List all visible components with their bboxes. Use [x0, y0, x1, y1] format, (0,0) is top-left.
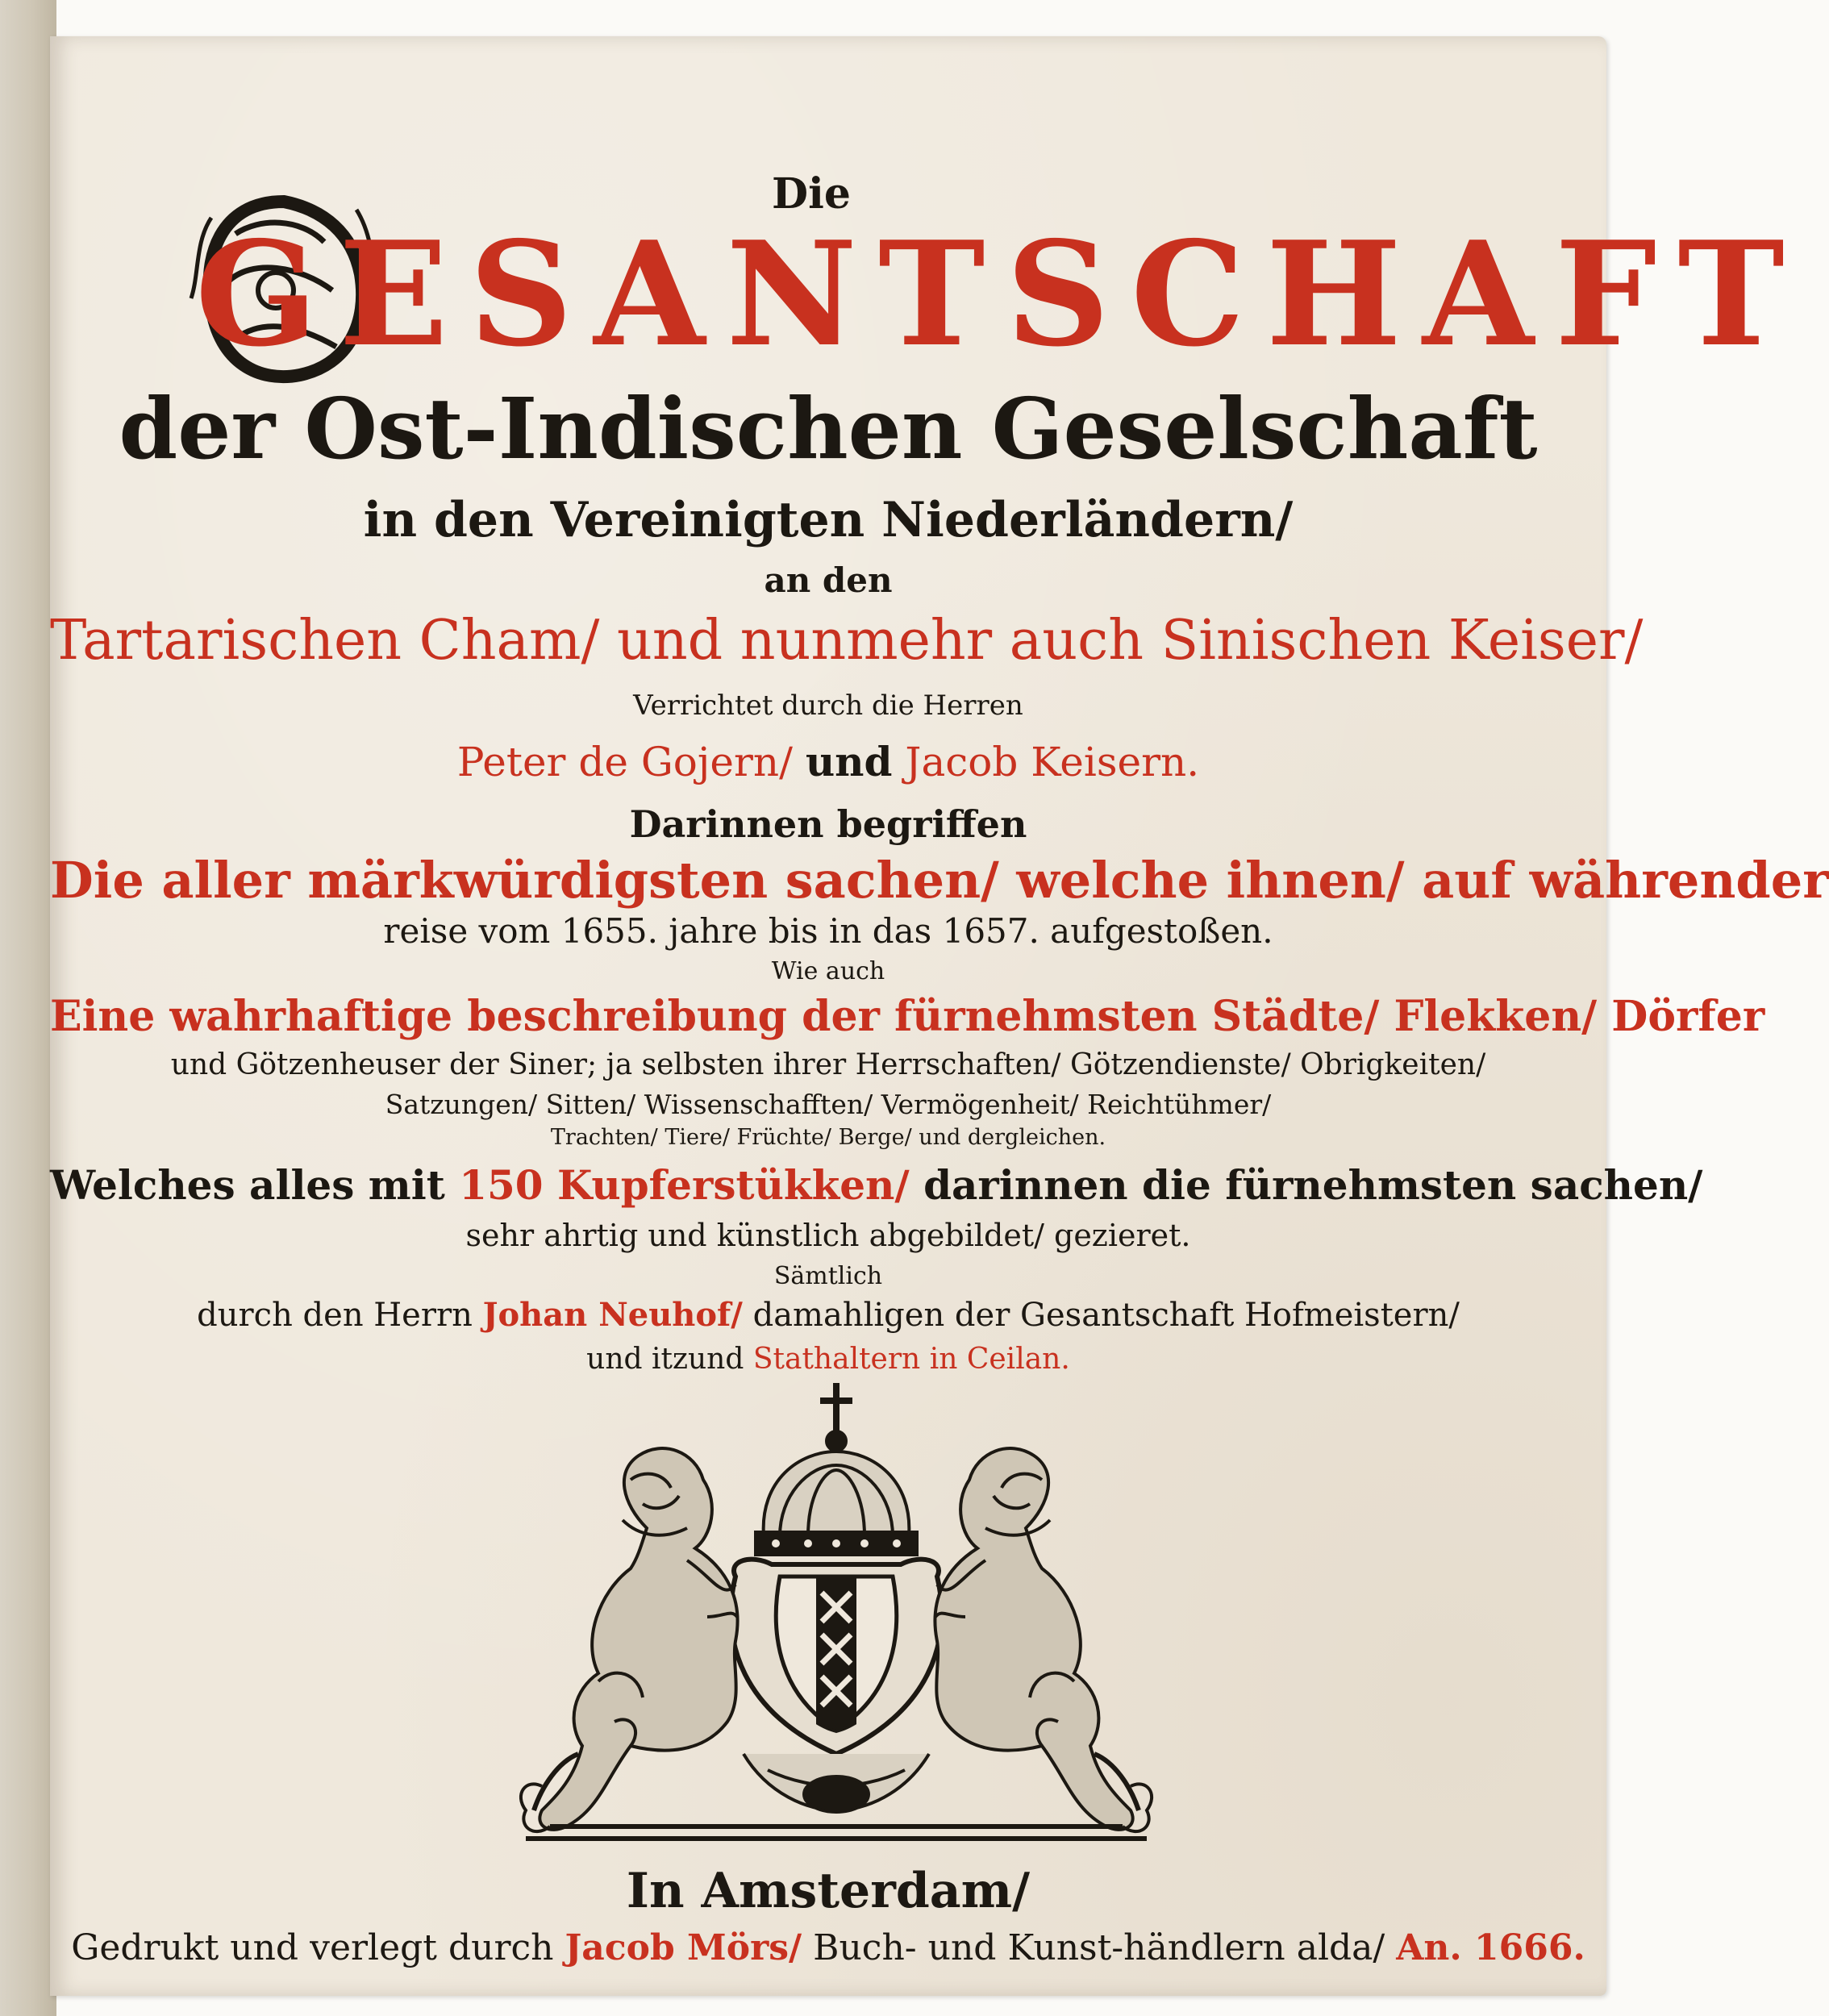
- title-gesantschaft: GESANTSCHAFT: [195, 210, 1806, 378]
- subtitle-eine: Eine wahrhaftige beschreibung der fürnehmsten Städte/ Flekken/ Dörfer: [50, 992, 1765, 1041]
- subtitle-aller: Die aller märkwürdigsten sachen/ welche ihnen/ auf währender: [50, 851, 1829, 910]
- title-an-den: an den: [764, 560, 893, 600]
- subtitle-darinnen: Darinnen begriffen: [629, 802, 1027, 846]
- subtitle-herrn: durch den Herrn Johan Neuhof/ damahligen der Gesantschaft Hofmeistern/: [197, 1296, 1460, 1334]
- subtitle-trachten: Trachten/ Tiere/ Früchte/ Berge/ und dergleichen.: [550, 1125, 1106, 1150]
- subtitle-reise: reise vom 1655. jahre bis in das 1657. aufgestoßen.: [383, 911, 1273, 951]
- author-jacob: Jacob Keisern.: [905, 739, 1200, 785]
- imprint-place: In Amsterdam/: [626, 1863, 1031, 1919]
- author-peter: Peter de Gojern/: [456, 739, 793, 785]
- title-geselschaft: der Ost-Indischen Geselschaft: [119, 379, 1538, 478]
- subtitle-saemtlich: Sämtlich: [773, 1262, 883, 1290]
- subtitle-sehr: sehr ahrtig und künstlich abgebildet/ gezieret.: [465, 1218, 1191, 1253]
- subtitle-satzungen: Satzungen/ Sitten/ Wissenschafften/ Vermögenheit/ Reichtühmer/: [385, 1089, 1272, 1120]
- subtitle-wie-auch: Wie auch: [771, 957, 885, 985]
- subtitle-verrichtet: Verrichtet durch die Herren: [633, 689, 1023, 722]
- imprint-line: Gedrukt und verlegt durch Jacob Mörs/ Buch- und Kunst-händlern alda/ An. 1666.: [71, 1927, 1585, 1968]
- author-johan-neuhof: Johan Neuhof/: [482, 1296, 743, 1334]
- title-page: [50, 36, 1829, 1996]
- publication-year: An. 1666.: [1396, 1927, 1585, 1968]
- authors-line: Peter de Gojern/ und Jacob Keisern.: [456, 738, 1200, 785]
- title-vereinigten: in den Vereinigten Niederländern/: [363, 492, 1294, 548]
- subtitle-itzund: und itzund Stathaltern in Ceilan.: [586, 1343, 1070, 1376]
- title-tartarischen: Tartarischen Cham/ und nunmehr auch Sinischen Keiser/: [50, 609, 1644, 673]
- subtitle-goetzenheuser: und Götzenheuser der Siner; ja selbsten ihrer Herrschaften/ Götzendienste/ Obrigkeiten/: [170, 1048, 1486, 1081]
- left-page-edge: [0, 0, 56, 2016]
- title-die: Die: [772, 169, 851, 219]
- subtitle-welches: Welches alles mit 150 Kupferstükken/ darinnen die fürnehmsten sachen/: [50, 1161, 1703, 1209]
- amsterdam-coat-of-arms-icon: [502, 1375, 1171, 1851]
- publisher-name: Jacob Mörs/: [565, 1927, 802, 1968]
